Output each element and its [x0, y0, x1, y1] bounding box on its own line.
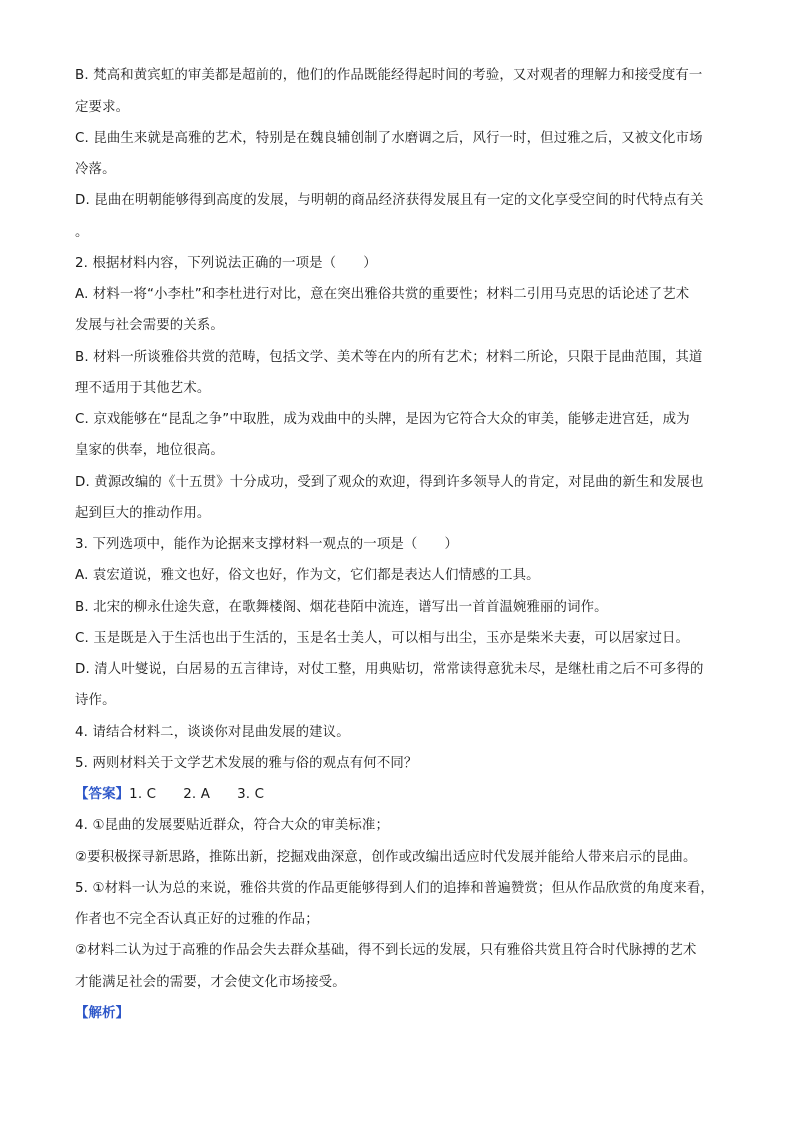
text-line: D. 清人叶燮说，白居易的五言律诗，对仗工整，用典贴切，常常读得意犹未尽，是继杜甫之后不可多得的 — [75, 662, 704, 677]
question-2: 2. 根据材料内容，下列说法正确的一项是（ ） — [75, 256, 377, 271]
answer-label: 【答案】 — [75, 787, 130, 802]
text-line: 。 — [75, 225, 89, 240]
text-line: B. 北宋的柳永仕途失意，在歌舞楼阁、烟花巷陌中流连，谱写出一首首温婉雅丽的词作。 — [75, 600, 608, 615]
answer-text-line: 作者也不完全否认真正好的过雅的作品； — [75, 912, 319, 927]
text-line: 诗作。 — [75, 693, 116, 708]
text-line: C. 玉是既是入于生活也出于生活的，玉是名士美人，可以相与出尘，玉亦是柴米夫妻，可以居家过日。 — [75, 631, 690, 646]
question-4: 4. 请结合材料二，谈谈你对昆曲发展的建议。 — [75, 725, 350, 740]
question-5: 5. 两则材料关于文学艺术发展的雅与俗的观点有何不同？ — [75, 756, 418, 771]
text-line: C. 京戏能够在“昆乱之争”中取胜，成为戏曲中的头牌，是因为它符合大众的审美，能够走进宫廷，成为 — [75, 412, 690, 427]
answer-text-line: ②材料二认为过于高雅的作品会失去群众基础，得不到长远的发展，只有雅俗共赏且符合时代脉搏的艺术 — [75, 943, 697, 958]
answer-text-line: 才能满足社会的需要，才会使文化市场接受。 — [75, 975, 346, 990]
question-3: 3. 下列选项中，能作为论据来支撑材料一观点的一项是（ ） — [75, 537, 459, 552]
text-line: 理不适用于其他艺术。 — [75, 381, 211, 396]
text-line: C. 昆曲生来就是高雅的艺术，特别是在魏良辅创制了水磨调之后，风行一时，但过雅之后，又被文化市场 — [75, 131, 703, 146]
text-line: A. 材料一将“小李杜”和李杜进行对比，意在突出雅俗共赏的重要性；材料二引用马克思的话论述了艺术 — [75, 287, 690, 302]
text-line: 皇家的供奉，地位很高。 — [75, 443, 224, 458]
text-line: B. 材料一所谈雅俗共赏的范畴，包括文学、美术等在内的所有艺术；材料二所论，只限于昆曲范围，其道 — [75, 350, 703, 365]
text-line: B. 梵高和黄宾虹的审美都是超前的，他们的作品既能经得起时间的考验，又对观者的理解力和接受度有一 — [75, 68, 703, 83]
text-line: 发展与社会需要的关系。 — [75, 318, 224, 333]
text-line: D. 黄源改编的《十五贯》十分成功，受到了观众的欢迎，得到许多领导人的肯定，对昆曲的新生和发展也 — [75, 475, 704, 490]
analysis-label: 【解析】 — [75, 1006, 130, 1021]
text-line: D. 昆曲在明朝能够得到高度的发展，与明朝的商品经济获得发展且有一定的文化享受空间的时代特点有关 — [75, 193, 704, 208]
text-line: 定要求。 — [75, 100, 130, 115]
answer-text-line: ②要积极探寻新思路，推陈出新，挖掘戏曲深意，创作或改编出适应时代发展并能给人带来启示的昆曲。 — [75, 850, 697, 865]
answer-line — [75, 786, 264, 804]
text-line: A. 袁宏道说，雅文也好，俗文也好，作为文，它们都是表达人们情感的工具。 — [75, 568, 540, 583]
answer-text: 1. C 2. A 3. C — [129, 787, 265, 802]
text-line: 冷落。 — [75, 162, 116, 177]
answer-text-line: 5. ①材料一认为总的来说，雅俗共赏的作品更能够得到人们的追捧和普遍赞赏；但从作品欣赏的角度来看， — [75, 881, 714, 896]
answer-text-line: 4. ①昆曲的发展要贴近群众，符合大众的审美标准； — [75, 818, 389, 833]
text-line: 起到巨大的推动作用。 — [75, 506, 211, 521]
